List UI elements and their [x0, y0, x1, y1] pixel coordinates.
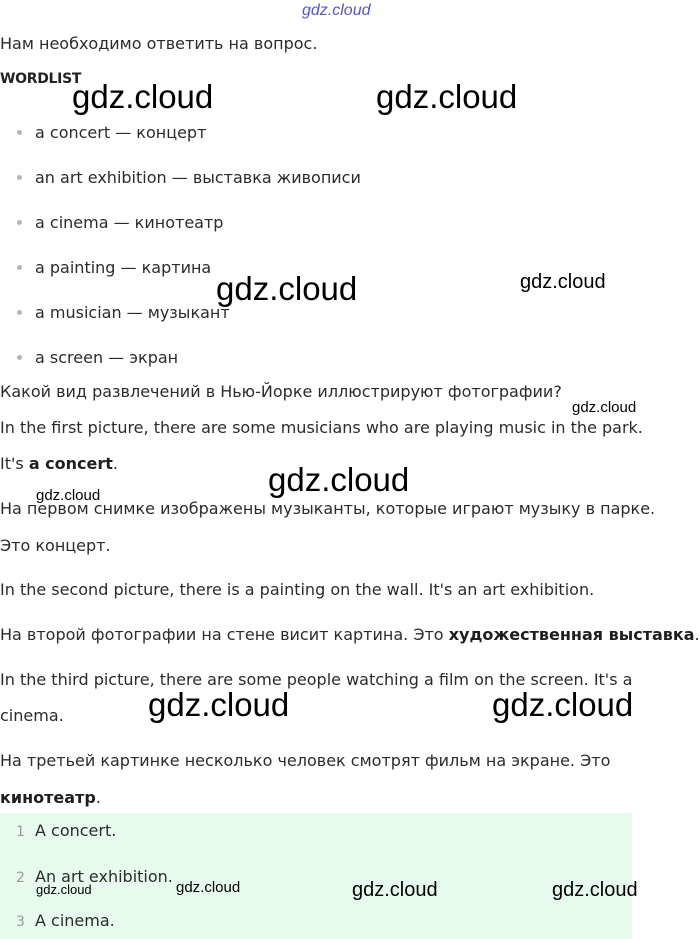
- answer-text: A concert.: [35, 821, 117, 840]
- paragraph-text: In the second picture, there is a painting on the wall. It's an art exhibition.: [0, 580, 595, 599]
- list-item-text: a cinema — кинотеатр: [35, 213, 224, 232]
- text-fragment: It's: [0, 454, 29, 473]
- bullet-icon: [17, 265, 22, 270]
- list-item-text: a musician — музыкант: [35, 303, 230, 322]
- text-fragment: На второй фотографии на стене висит картина. Это: [0, 625, 449, 644]
- watermark: gdz.cloud: [376, 78, 518, 115]
- bullet-icon: [17, 310, 22, 315]
- paragraph-text: На первом снимке изображены музыканты, которые играют музыку в парке.: [0, 499, 656, 518]
- watermark: gdz.cloud: [36, 882, 92, 897]
- bullet-icon: [17, 130, 22, 135]
- list-item: [17, 122, 206, 144]
- question-text: Какой вид развлечений в Нью-Йорке иллюстрируют фотографии?: [0, 382, 562, 401]
- answer-number: 3: [16, 914, 25, 930]
- answer-box: [0, 813, 632, 939]
- list-item: [17, 167, 361, 189]
- watermark: gdz.cloud: [36, 487, 101, 504]
- text-fragment: .: [112, 454, 119, 473]
- answer-item: [16, 820, 116, 843]
- paragraph-text: [0, 624, 700, 646]
- list-item-text: a painting — картина: [35, 258, 212, 277]
- paragraph-text: На третьей картинке несколько человек смотрят фильм на экране. Это: [0, 751, 611, 770]
- list-item: [17, 347, 178, 369]
- answer-text: A cinema.: [35, 911, 115, 930]
- text-fragment: .: [694, 625, 700, 644]
- watermark: gdz.cloud: [492, 686, 634, 723]
- paragraph-text: In the first picture, there are some musicians who are playing music in the park.: [0, 418, 643, 437]
- bold-text: кинотеатр: [0, 788, 96, 807]
- watermark: gdz.cloud: [176, 879, 241, 896]
- list-item: [17, 302, 230, 324]
- watermark: gdz.cloud: [216, 270, 358, 307]
- paragraph-text: [0, 787, 101, 809]
- paragraph-text: In the third picture, there are some people watching a film on the screen. It's a: [0, 670, 633, 689]
- intro-text: Нам необходимо ответить на вопрос.: [0, 34, 318, 53]
- watermark: gdz.cloud: [520, 271, 606, 293]
- list-item: [17, 257, 211, 279]
- list-item: [17, 212, 223, 234]
- answer-item: [16, 910, 115, 933]
- list-item-text: a concert — концерт: [35, 123, 207, 142]
- bold-text: a concert: [28, 454, 113, 473]
- text-fragment: .: [95, 788, 101, 807]
- answer-number: 2: [16, 870, 25, 886]
- list-item-text: a screen — экран: [35, 348, 179, 367]
- list-item-text: an art exhibition — выставка живописи: [35, 168, 361, 187]
- paragraph-text: Это концерт.: [0, 536, 111, 555]
- bullet-icon: [17, 355, 22, 360]
- watermark: gdz.cloud: [302, 2, 371, 19]
- bullet-icon: [17, 220, 22, 225]
- watermark: gdz.cloud: [148, 686, 290, 723]
- watermark: gdz.cloud: [72, 78, 214, 115]
- answer-number: 1: [16, 824, 25, 840]
- watermark: gdz.cloud: [352, 879, 438, 901]
- paragraph-text: cinema.: [0, 706, 64, 725]
- watermark: gdz.cloud: [572, 399, 637, 416]
- bullet-icon: [17, 175, 22, 180]
- watermark: gdz.cloud: [552, 879, 638, 901]
- bold-text: художественная выставка: [448, 625, 695, 644]
- paragraph-text: [0, 453, 118, 475]
- wordlist-heading: WORDLIST: [0, 71, 82, 87]
- answer-text: An art exhibition.: [35, 867, 173, 886]
- watermark: gdz.cloud: [268, 461, 410, 498]
